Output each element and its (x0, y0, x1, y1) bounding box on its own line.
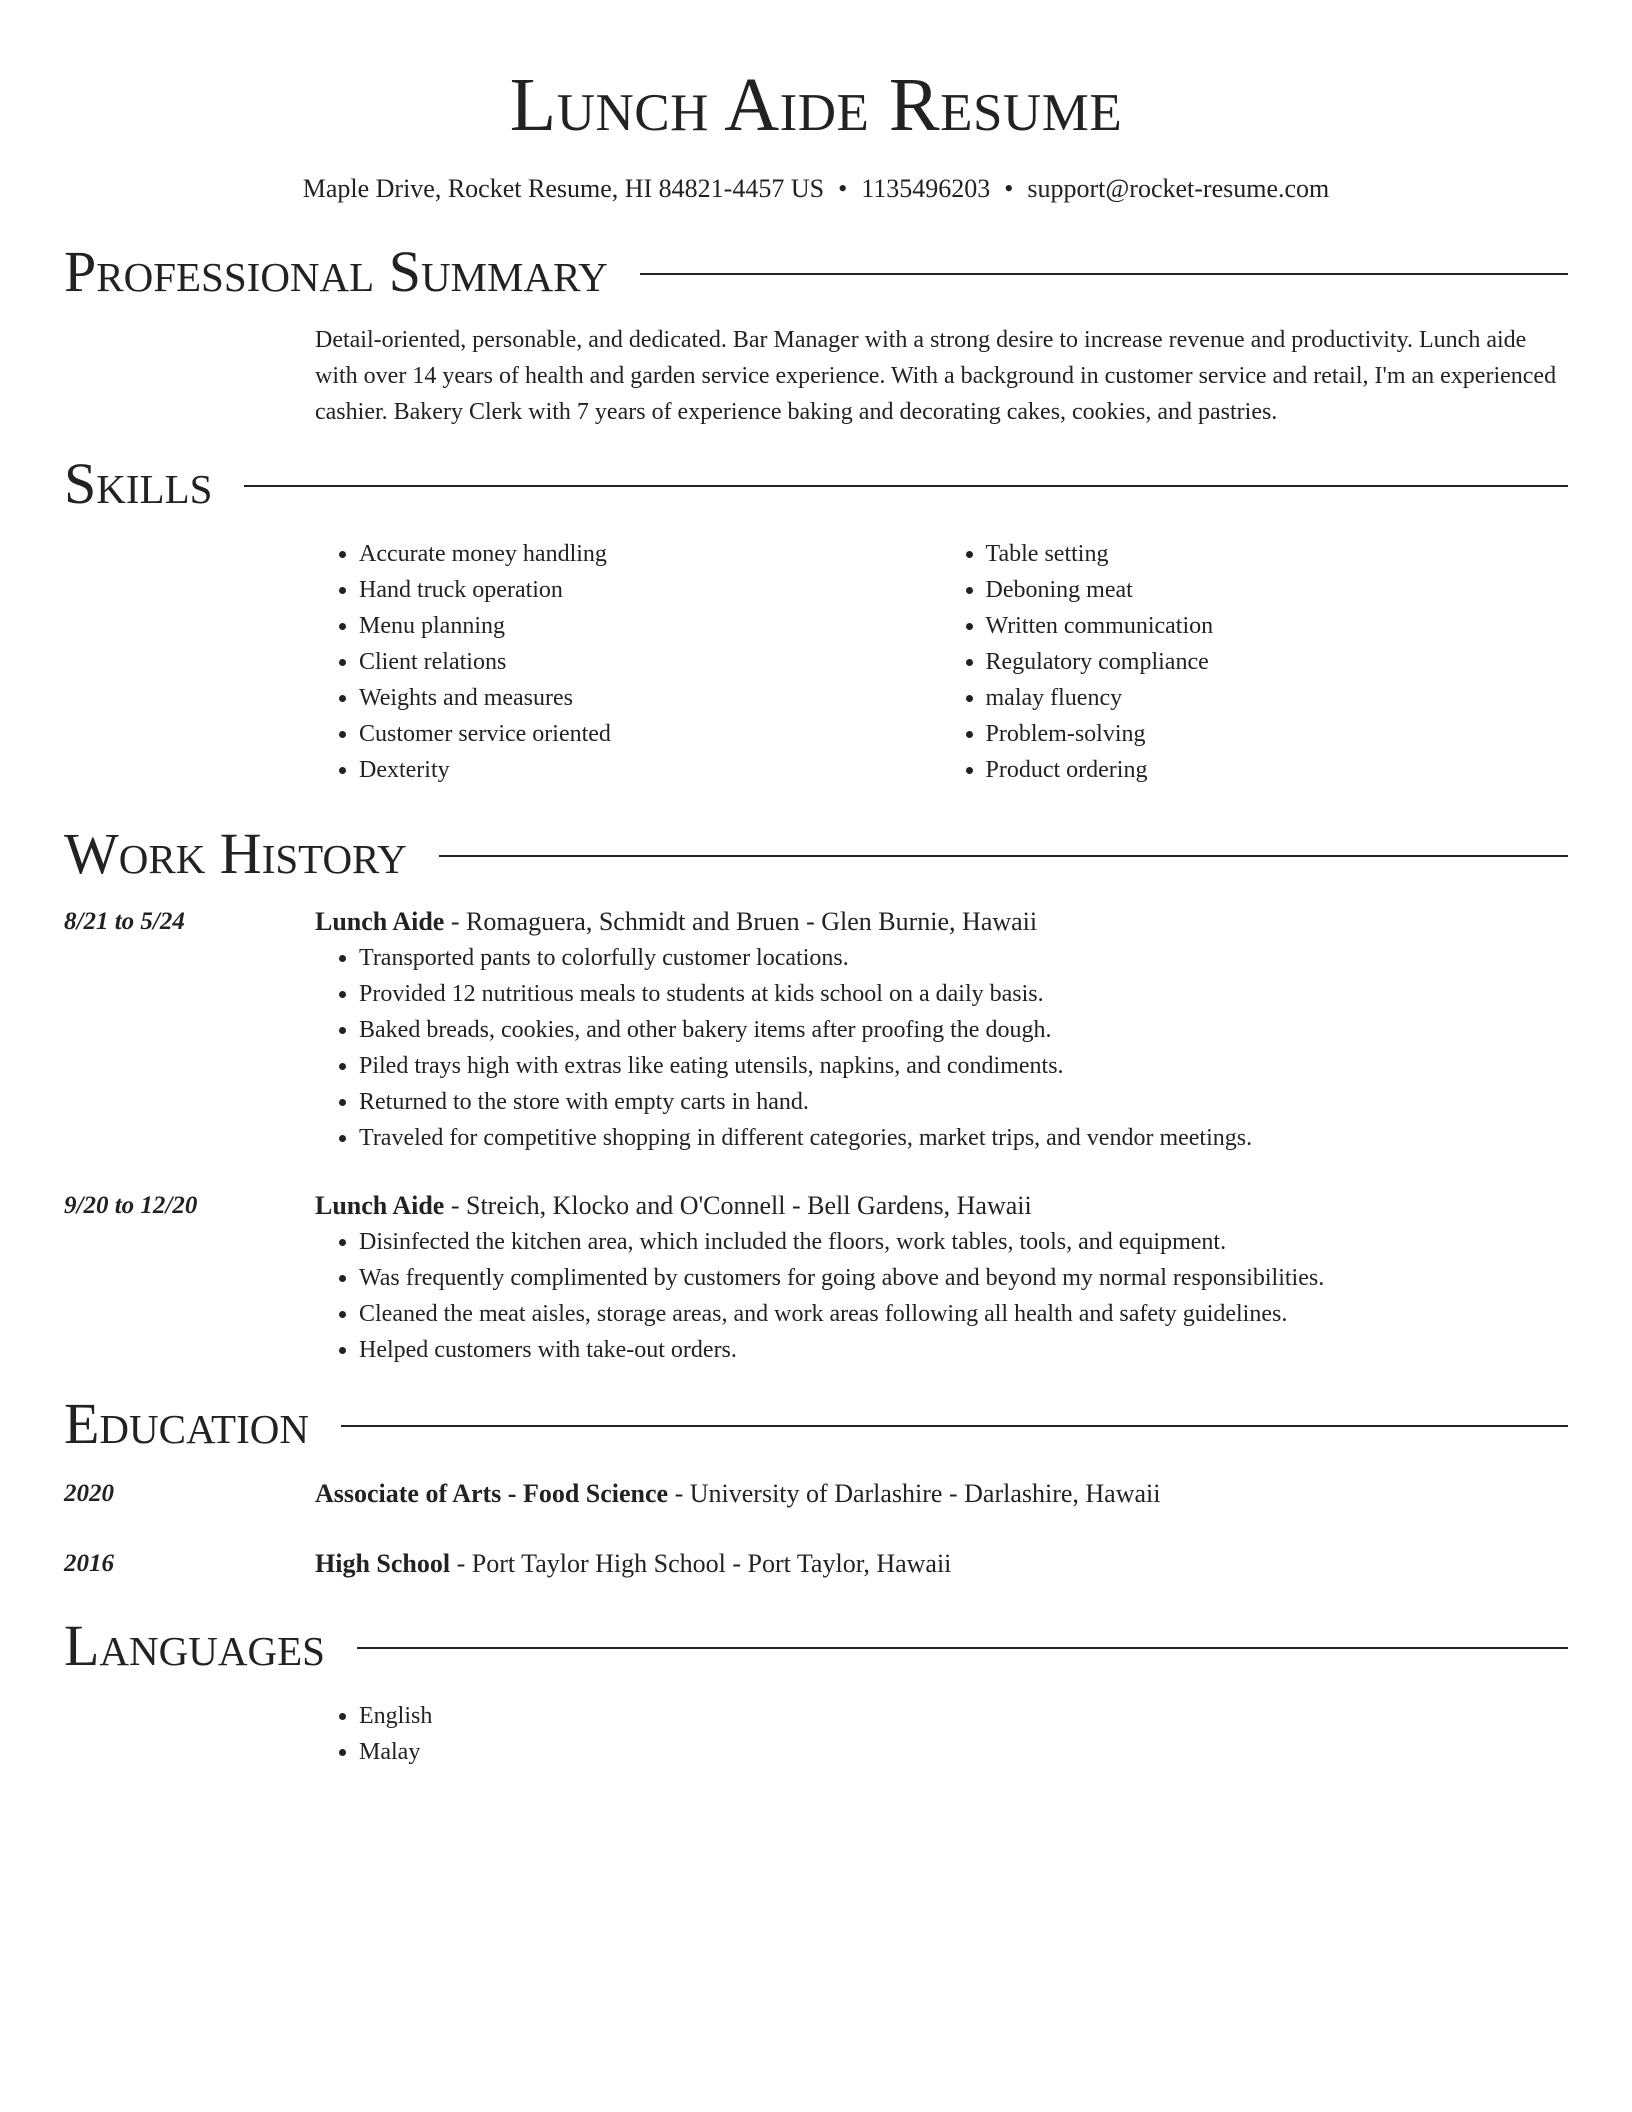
job-bullets (315, 940, 1568, 1156)
skills-list-right (942, 536, 1569, 788)
education-school: - Port Taylor High School - Port Taylor, Hawaii (450, 1549, 952, 1578)
skill-item: • Menu planning (359, 608, 942, 644)
job-title: Lunch Aide (315, 1191, 445, 1220)
summary-text: Detail-oriented, personable, and dedicated. Bar Manager with a strong desire to increase revenue and productivity. Lunch aide with over 14 years of health and garden service experience. With a background in customer service and retail, I'm an experienced cashier. Bakery Clerk with 7 years of experience baking and decorating cakes, cookies, and pastries. (315, 327, 1557, 425)
education-entry (64, 1476, 1568, 1512)
job-details (315, 904, 1568, 1156)
job-details (315, 1188, 1568, 1368)
section-divider (640, 273, 1568, 275)
summary-heading: Professional Summary (64, 239, 608, 304)
education-degree: Associate of Arts - Food Science (315, 1479, 669, 1508)
resume-title: Lunch Aide Resume (509, 63, 1123, 147)
work-section-header (64, 822, 1568, 886)
job-bullet: • Provided 12 nutritious meals to students at kids school on a daily basis. (359, 976, 1568, 1012)
job-bullet: • Returned to the store with empty carts in hand. (359, 1084, 1568, 1120)
skill-item: • Dexterity (359, 752, 942, 788)
languages-heading: Languages (64, 1613, 325, 1678)
job-dates: 9/20 to 12/20 (64, 1192, 198, 1219)
job-bullet: • Transported pants to colorfully customer locations. (359, 940, 1568, 976)
contact-separator: • (1004, 174, 1014, 203)
work-history-list (64, 904, 1568, 1368)
job-bullet: • Piled trays high with extras like eating utensils, napkins, and condiments. (359, 1048, 1568, 1084)
job-heading (315, 904, 1568, 940)
section-divider (357, 1647, 1568, 1649)
education-year: 2020 (64, 1480, 114, 1507)
education-heading: Education (64, 1391, 309, 1456)
skill-item: • Customer service oriented (359, 716, 942, 752)
skill-item: • malay fluency (986, 680, 1569, 716)
education-entry (64, 1546, 1568, 1582)
job-entry (64, 904, 1568, 1156)
languages-block (315, 1698, 1568, 1770)
education-school: - University of Darlashire - Darlashire, Hawaii (668, 1479, 1161, 1508)
skill-item: • Hand truck operation (359, 572, 942, 608)
contact-address: Maple Drive, Rocket Resume, HI 84821-4457 US (302, 174, 825, 203)
education-degree: High School (315, 1549, 451, 1578)
job-bullet: • Disinfected the kitchen area, which included the floors, work tables, tools, and equipment. (359, 1224, 1568, 1260)
contact-separator: • (838, 174, 848, 203)
skill-item: • Problem-solving (986, 716, 1569, 752)
education-heading (315, 1546, 1568, 1582)
skill-item: • Written communication (986, 608, 1569, 644)
skills-heading: Skills (64, 451, 213, 516)
job-bullet: • Baked breads, cookies, and other bakery items after proofing the dough. (359, 1012, 1568, 1048)
job-bullet: • Cleaned the meat aisles, storage areas, and work areas following all health and safety guidelines. (359, 1296, 1568, 1332)
section-divider (341, 1425, 1568, 1427)
job-bullets (315, 1224, 1568, 1368)
resume-page (64, 0, 1568, 1770)
contact-phone: 1135496203 (861, 174, 991, 203)
skill-item: • Weights and measures (359, 680, 942, 716)
contact-email: support@rocket-resume.com (1027, 174, 1330, 203)
education-year: 2016 (64, 1550, 114, 1577)
languages-list (315, 1698, 1568, 1770)
skill-item: • Product ordering (986, 752, 1569, 788)
skill-item: • Client relations (359, 644, 942, 680)
skill-item: • Regulatory compliance (986, 644, 1569, 680)
summary-section-header (64, 240, 1568, 304)
education-list (64, 1476, 1568, 1582)
skill-item: • Accurate money handling (359, 536, 942, 572)
job-bullet: • Was frequently complimented by customers for going above and beyond my normal responsibilities. (359, 1260, 1568, 1296)
job-dates: 8/21 to 5/24 (64, 908, 185, 935)
section-divider (439, 855, 1568, 857)
education-heading (315, 1476, 1568, 1512)
job-bullet: • Traveled for competitive shopping in different categories, market trips, and vendor meetings. (359, 1120, 1568, 1156)
job-employer: - Romaguera, Schmidt and Bruen - Glen Burnie, Hawaii (444, 907, 1038, 936)
job-heading (315, 1188, 1568, 1224)
skills-grid (315, 536, 1568, 788)
job-bullet: • Helped customers with take-out orders. (359, 1332, 1568, 1368)
language-item: • Malay (359, 1734, 1568, 1770)
job-employer: - Streich, Klocko and O'Connell - Bell Gardens, Hawaii (444, 1191, 1032, 1220)
skill-item: • Table setting (986, 536, 1569, 572)
work-heading: Work History (64, 821, 407, 886)
skills-list-left (315, 536, 942, 788)
job-title: Lunch Aide (315, 907, 445, 936)
languages-section-header (64, 1614, 1568, 1678)
education-section-header (64, 1392, 1568, 1456)
skill-item: • Deboning meat (986, 572, 1569, 608)
contact-line (64, 172, 1568, 206)
section-divider (244, 485, 1568, 487)
language-item: • English (359, 1698, 1568, 1734)
skills-section-header (64, 452, 1568, 516)
job-entry (64, 1188, 1568, 1368)
